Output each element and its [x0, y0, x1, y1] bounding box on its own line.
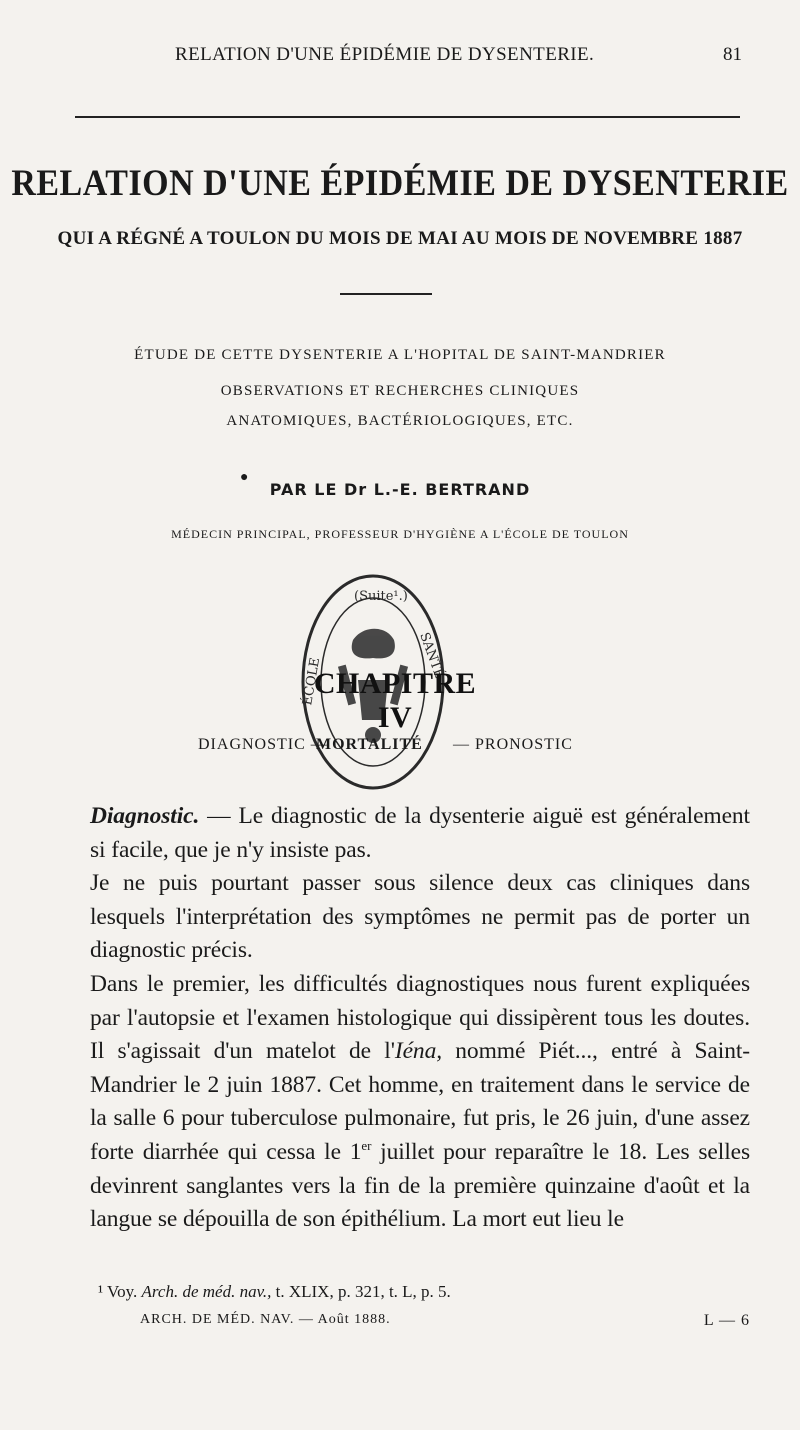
article-subtitle: QUI A RÉGNÉ A TOULON DU MOIS DE MAI AU MOIS DE NOVEMBRE 1887 — [57, 228, 743, 249]
author-affiliation: MÉDECIN PRINCIPAL, PROFESSEUR D'HYGIÈNE A L'ÉCOLE DE TOULON — [171, 527, 629, 541]
ship-name: Iéna, — [394, 1038, 442, 1065]
paragraph-3-part-a: Dans le premier, les difficultés diagnostiques nous furent expliquées par l'autopsie et l'examen histologique qui dissipèrent tous les doutes. Il s'agissait d'un matelot de l' — [90, 970, 750, 1065]
header-rule — [75, 116, 740, 118]
topic-pronostic: — PRONOSTIC — [453, 736, 573, 753]
running-head: RELATION D'UNE ÉPIDÉMIE DE DYSENTERIE. — [175, 44, 595, 65]
article-title: RELATION D'UNE ÉPIDÉMIE DE DYSENTERIE — [11, 163, 789, 204]
footer-signature: L — 6 — [703, 1312, 750, 1329]
body-text — [90, 800, 750, 1237]
svg-text:ÉCOLE: ÉCOLE — [300, 656, 324, 707]
study-line-2: OBSERVATIONS ET RECHERCHES CLINIQUES — [220, 383, 580, 399]
footnote-marker: ¹ — [98, 1282, 104, 1301]
page-footer — [140, 1312, 750, 1328]
paragraph-2: Je ne puis pourtant passer sous silence deux cas cliniques dans lesquels l'interprétation des symptômes ne permit pas de porter un diagnostic précis. — [90, 870, 750, 964]
superscript-er: er — [361, 1138, 372, 1154]
footnote-pre: Voy. — [103, 1282, 142, 1301]
paragraph-3-part-b: nommé Piét..., entré à Saint-Mandrier le 2 juin 1887. Cet homme, en traitement dans le service de la salle 6 pour tuberculose pulmonaire, fut pris, le 26 juin, d'une assez forte diarrhée qui cessa le 1 — [90, 1038, 750, 1165]
footer-journal: ARCH. DE MÉD. NAV. — Août 1888. — [140, 1312, 391, 1327]
paragraph-3-part-c: juillet pour reparaître le 18. Les selles devinrent sanglantes vers la fin de la première quinzaine d'août et la langue se dépouilla de son épithélium. La mort eut lieu le — [90, 1138, 750, 1233]
author-byline: PAR LE Dr L.-E. BERTRAND — [269, 480, 531, 499]
footnote-post: t. XLIX, p. 321, t. L, p. 5. — [271, 1282, 451, 1301]
title-rule — [340, 293, 432, 295]
paragraph-1-text: — Le diagnostic de la dysenterie aiguë est généralement si facile, que je n'y insiste pas. — [90, 803, 750, 863]
diagnostic-label: Diagnostic. — [90, 803, 200, 829]
paragraph-1 — [90, 800, 750, 867]
footnote-journal: Arch. de méd. nav., — [141, 1282, 272, 1301]
ink-dot: ● — [240, 470, 249, 485]
svg-text:SANTÉ: SANTÉ — [416, 630, 447, 681]
topic-mortalite: MORTALITÉ — [316, 736, 423, 753]
page-number: 81 — [723, 44, 742, 65]
study-line-3: ANATOMIQUES, BACTÉRIOLOGIQUES, ETC. — [226, 413, 574, 429]
study-line-1: ÉTUDE DE CETTE DYSENTERIE A L'HOPITAL DE SAINT-MANDRIER — [134, 347, 666, 363]
topic-diagnostic: DIAGNOSTIC — — [198, 736, 328, 753]
paragraph-3 — [90, 968, 750, 1237]
chapter-heading: CHAPITRE IV — [313, 667, 477, 734]
stamp-suite-text: (Suite¹.) — [354, 589, 408, 604]
footnote — [98, 1282, 758, 1302]
